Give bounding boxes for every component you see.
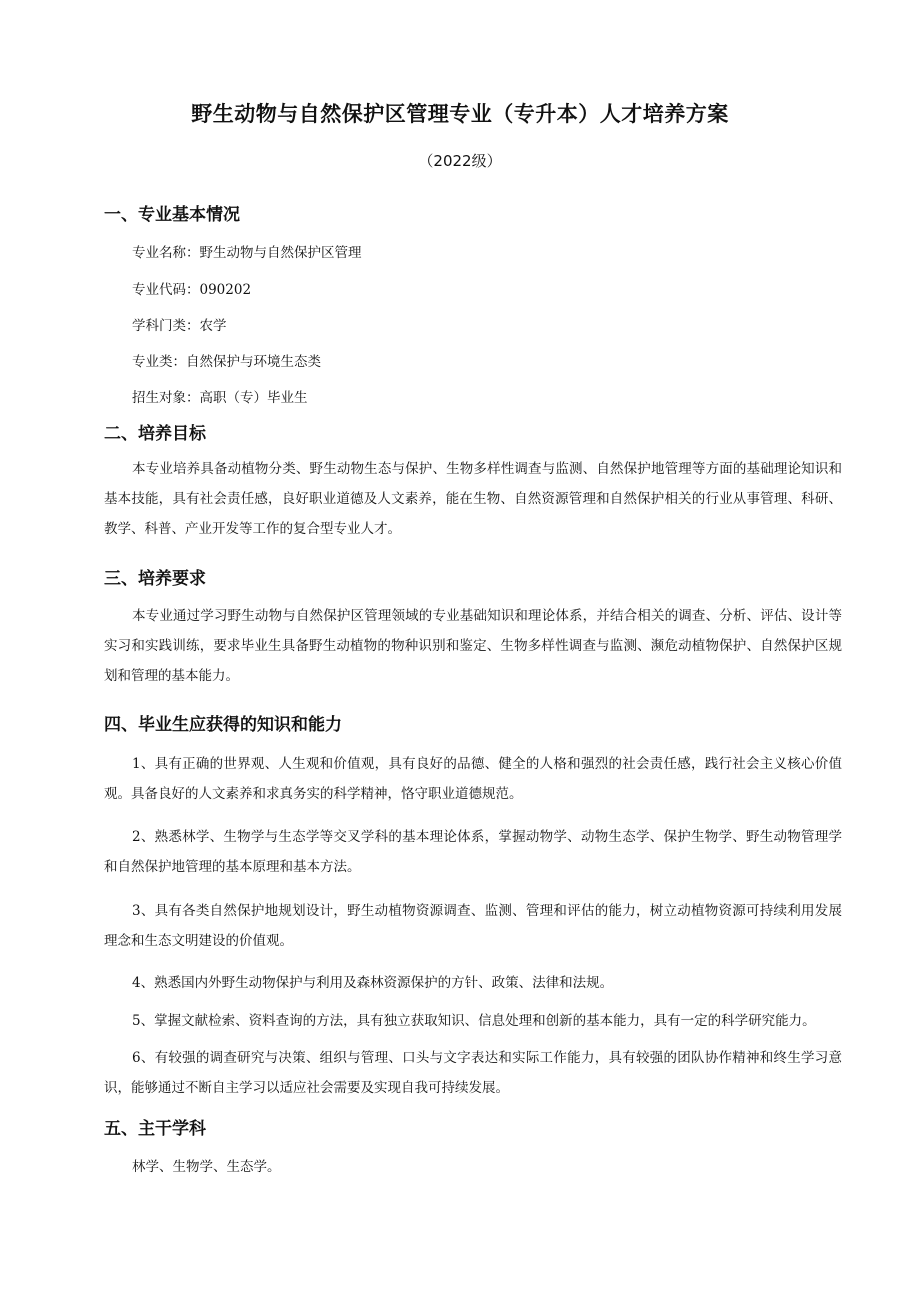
field-major-code: 专业代码：090202 <box>132 282 252 298</box>
objectives-paragraph: 本专业培养具备动植物分类、野生动物生态与保护、生物多样性调查与监测、自然保护地管理等方面的基础理论知识和基本技能，具有社会责任感，良好职业道德及人文素养，能在生物、自然资源管理和自然保护相关的行业从事管理、科研、教学、科普、产业开发等工作的复合型专业人才。 <box>104 461 842 537</box>
section-heading-objectives: 二、培养目标 <box>104 424 206 444</box>
ability-item-6: 6、有较强的调查研究与决策、组织与管理、口头与文字表达和实际工作能力，具有较强的团队协作精神和终生学习意识，能够通过不断自主学习以适应社会需要及实现自我可持续发展。 <box>104 1050 842 1096</box>
ability-item-2: 2、熟悉林学、生物学与生态学等交叉学科的基本理论体系，掌握动物学、动物生态学、保护生物学、野生动物管理学和自然保护地管理的基本原理和基本方法。 <box>104 829 842 875</box>
document-title: 野生动物与自然保护区管理专业（专升本）人才培养方案 <box>191 102 729 126</box>
field-discipline-category: 学科门类：农学 <box>132 318 227 334</box>
ability-item-3: 3、具有各类自然保护地规划设计，野生动植物资源调查、监测、管理和评估的能力，树立动植物资源可持续利用发展理念和生态文明建设的价值观。 <box>104 903 842 949</box>
field-major-name: 专业名称：野生动物与自然保护区管理 <box>132 245 362 261</box>
disciplines-text: 林学、生物学、生态学。 <box>132 1159 281 1175</box>
section-heading-abilities: 四、毕业生应获得的知识和能力 <box>104 715 342 735</box>
ability-item-1: 1、具有正确的世界观、人生观和价值观，具有良好的品德、健全的人格和强烈的社会责任感，践行社会主义核心价值观。具备良好的人文素养和求真务实的科学精神，恪守职业道德规范。 <box>104 756 842 802</box>
requirements-paragraph: 本专业通过学习野生动物与自然保护区管理领域的专业基础知识和理论体系，并结合相关的调查、分析、评估、设计等实习和实践训练，要求毕业生具备野生动植物的物种识别和鉴定、生物多样性调查与监测、濒危动植物保护、自然保护区规划和管理的基本能力。 <box>104 608 842 684</box>
section-heading-disciplines: 五、主干学科 <box>104 1119 206 1139</box>
document-subtitle: （2022级） <box>418 152 502 170</box>
section-heading-basic-info: 一、专业基本情况 <box>104 205 240 225</box>
ability-item-5: 5、掌握文献检索、资料查询的方法，具有独立获取知识、信息处理和创新的基本能力，具有一定的科学研究能力。 <box>132 1013 816 1029</box>
field-enrollment-target: 招生对象：高职（专）毕业生 <box>132 390 308 406</box>
ability-item-4: 4、熟悉国内外野生动物保护与利用及森林资源保护的方针、政策、法律和法规。 <box>132 975 614 991</box>
section-heading-requirements: 三、培养要求 <box>104 569 206 589</box>
field-major-class: 专业类：自然保护与环境生态类 <box>132 354 321 370</box>
